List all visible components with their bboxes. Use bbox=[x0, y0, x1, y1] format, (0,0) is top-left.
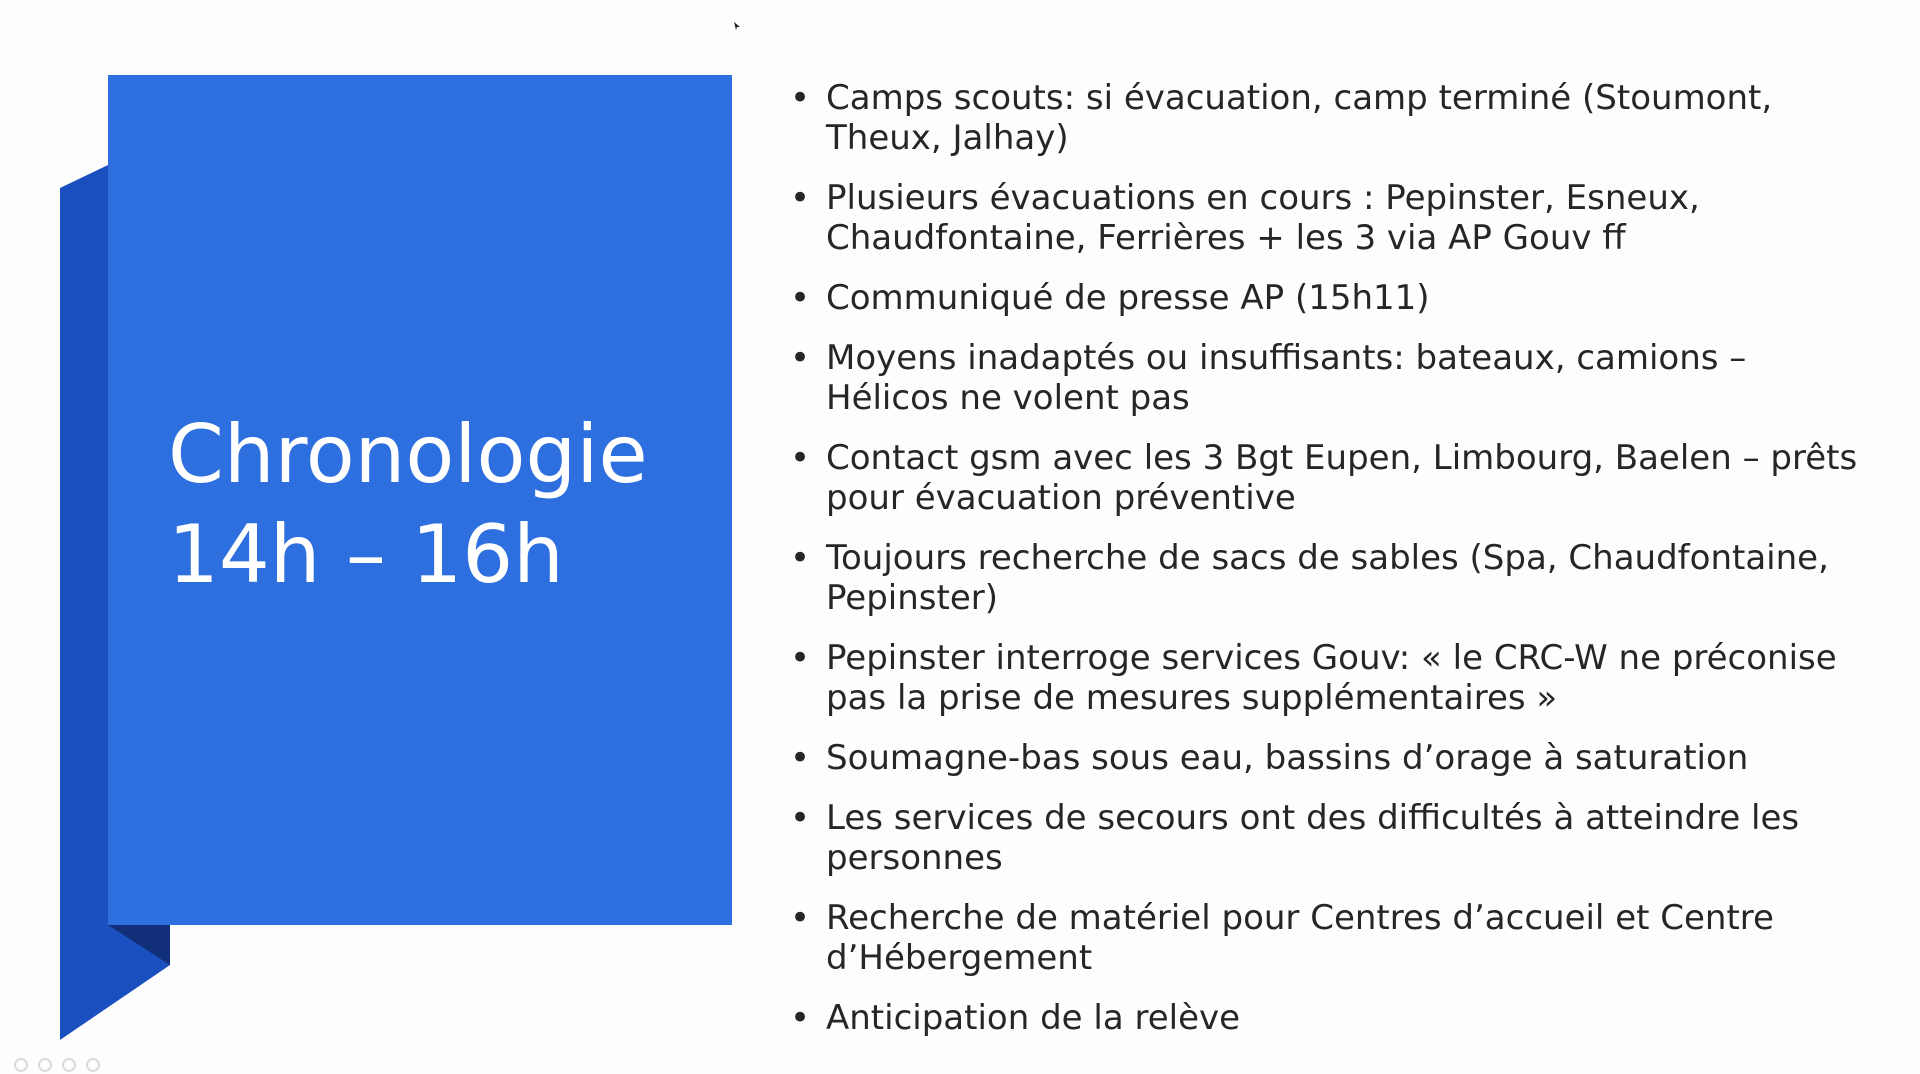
next-slide-icon[interactable] bbox=[86, 1058, 100, 1072]
bullet-marker: • bbox=[790, 898, 811, 938]
bullet-text: Camps scouts: si évacuation, camp terminé (Stoumont, Theux, Jalhay) bbox=[826, 78, 1773, 158]
bullet-item bbox=[790, 438, 1870, 518]
slideshow-nav-controls bbox=[0, 1058, 100, 1072]
bullet-item bbox=[790, 538, 1870, 618]
bullet-item bbox=[790, 738, 1870, 778]
bullet-text: Pepinster interroge services Gouv: « le CRC-W ne préconise pas la prise de mesures supplémentaires » bbox=[826, 638, 1837, 718]
bullet-item bbox=[790, 798, 1870, 878]
bullet-marker: • bbox=[790, 338, 811, 378]
bullet-marker: • bbox=[790, 638, 811, 678]
bullet-item bbox=[790, 338, 1870, 418]
bullet-text: Moyens inadaptés ou insuffisants: bateaux, camions – Hélicos ne volent pas bbox=[826, 338, 1747, 418]
bullet-item bbox=[790, 898, 1870, 978]
bullet-text: Toujours recherche de sacs de sables (Spa, Chaudfontaine, Pepinster) bbox=[826, 538, 1829, 618]
prev-slide-icon[interactable] bbox=[14, 1058, 28, 1072]
bullet-marker: • bbox=[790, 998, 811, 1038]
bullet-marker: • bbox=[790, 178, 811, 218]
bullet-text: Les services de secours ont des difficultés à atteindre les personnes bbox=[826, 798, 1800, 878]
bullet-marker: • bbox=[790, 278, 811, 318]
bullet-text: Recherche de matériel pour Centres d’accueil et Centre d’Hébergement bbox=[826, 898, 1774, 978]
menu-icon[interactable] bbox=[38, 1058, 52, 1072]
bullet-marker: • bbox=[790, 738, 811, 778]
bullet-item bbox=[790, 638, 1870, 718]
bullet-text: Communiqué de presse AP (15h11) bbox=[826, 278, 1430, 318]
bullet-text: Plusieurs évacuations en cours : Pepinster, Esneux, Chaudfontaine, Ferrières + les 3 via AP Gouv ff bbox=[826, 178, 1700, 258]
title-line-chronologie: Chronologie bbox=[168, 408, 648, 501]
mouse-pointer-icon bbox=[734, 22, 740, 30]
zoom-icon[interactable] bbox=[62, 1058, 76, 1072]
bullet-text: Contact gsm avec les 3 Bgt Eupen, Limbourg, Baelen – prêts pour évacuation préventive bbox=[826, 438, 1858, 518]
slide-title bbox=[168, 405, 708, 605]
bullet-item bbox=[790, 998, 1870, 1038]
bullet-marker: • bbox=[790, 538, 811, 578]
bullet-item bbox=[790, 278, 1870, 318]
bullet-marker: • bbox=[790, 78, 811, 118]
bullet-list bbox=[790, 78, 1870, 1058]
bullet-item bbox=[790, 178, 1870, 258]
bullet-item bbox=[790, 78, 1870, 158]
title-line-time-range: 14h – 16h bbox=[168, 508, 564, 601]
bullet-marker: • bbox=[790, 438, 811, 478]
bullet-marker: • bbox=[790, 798, 811, 838]
bullet-text: Anticipation de la relève bbox=[826, 998, 1241, 1038]
bullet-text: Soumagne-bas sous eau, bassins d’orage à saturation bbox=[826, 738, 1749, 778]
